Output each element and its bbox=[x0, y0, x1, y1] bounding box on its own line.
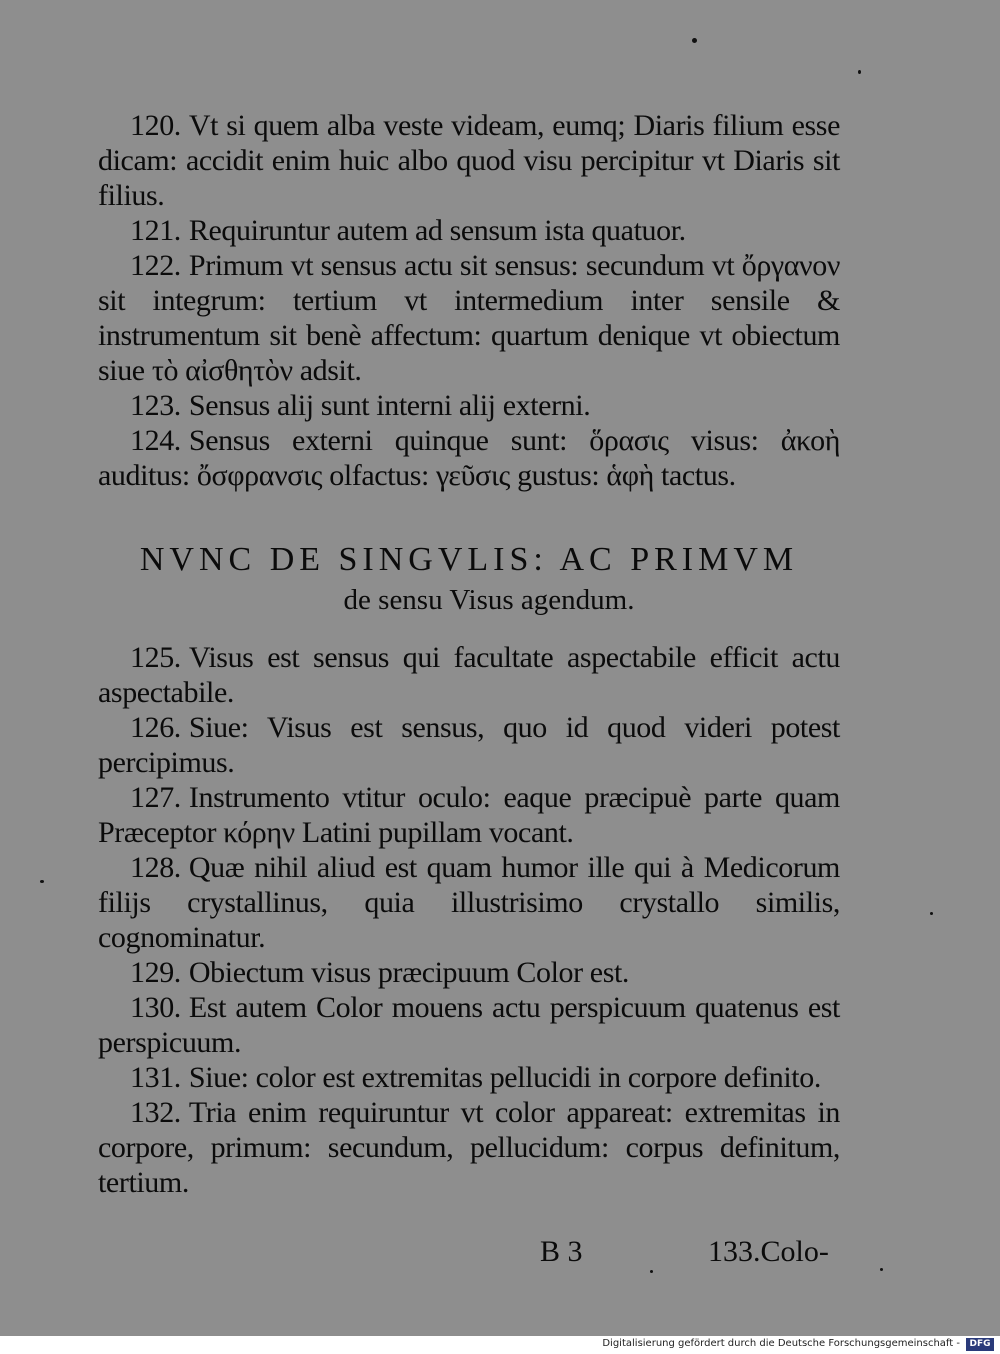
paragraph-text: Requiruntur autem ad sensum ista quatuor. bbox=[188, 214, 686, 247]
paragraph-126 bbox=[98, 710, 840, 780]
heading-line-2: de sensu Visus agendum. bbox=[343, 584, 635, 616]
paragraph-number: 129. bbox=[130, 956, 181, 989]
paragraph-text: Primum vt sensus actu sit sensus: secundum vt ὄργανον sit integrum: tertium vt intermedium inter sensile & instrumentum sit benè affectum: quartum denique vt obiectum siue τὸ αἰσθητὸν adsit. bbox=[98, 249, 840, 387]
paragraph-number: 128. bbox=[130, 851, 181, 884]
paragraph-number: 132. bbox=[130, 1096, 181, 1129]
catchword: 133.Colo- bbox=[708, 1235, 829, 1268]
paragraph-text: Siue: color est extremitas pellucidi in corpore definito. bbox=[188, 1061, 821, 1094]
paragraph-131 bbox=[98, 1060, 840, 1095]
paragraph-number: 126. bbox=[130, 711, 181, 744]
scan-speck bbox=[650, 1270, 653, 1273]
paragraph-text: Siue: Visus est sensus, quo id quod videri potest percipimus. bbox=[98, 711, 840, 779]
paragraph-text: Obiectum visus præcipuum Color est. bbox=[188, 956, 630, 989]
paragraph-129 bbox=[98, 955, 840, 990]
scan-speck bbox=[880, 1268, 883, 1271]
paragraph-number: 125. bbox=[130, 641, 181, 674]
paragraph-number: 120. bbox=[130, 109, 181, 142]
paragraph-text: Vt si quem alba veste videam, eumq; Diaris filium esse dicam: accidit enim huic albo quod visu percipitur vt Diaris sit filius. bbox=[98, 109, 840, 212]
scan-speck bbox=[40, 880, 44, 883]
paragraph-text: Quæ nihil aliud est quam humor ille qui à Medicorum filijs crystallinus, quia illustrisimo crystallo similis, cognominatur. bbox=[98, 851, 840, 954]
paragraph-121 bbox=[98, 213, 840, 248]
scan-speck bbox=[692, 38, 697, 43]
paragraph-number: 121. bbox=[130, 214, 181, 247]
text-block-lower bbox=[98, 640, 840, 1200]
paragraph-number: 124. bbox=[130, 424, 181, 457]
paragraph-number: 130. bbox=[130, 991, 181, 1024]
paragraph-text: Tria enim requiruntur vt color appareat: extremitas in corpore, primum: secundum, pellucidum: corpus definitum, tertium. bbox=[98, 1096, 840, 1199]
paragraph-124 bbox=[98, 423, 840, 493]
paragraph-122 bbox=[98, 248, 840, 388]
paragraph-123 bbox=[98, 388, 840, 423]
paragraph-128 bbox=[98, 850, 840, 955]
text-block-upper bbox=[98, 108, 840, 493]
funding-credit: Digitalisierung gefördert durch die Deutsche Forschungsgemeinschaft - bbox=[602, 1338, 960, 1349]
paragraph-text: Instrumento vtitur oculo: eaque præcipuè parte quam Præceptor κόρην Latini pupillam vocant. bbox=[98, 781, 840, 849]
paragraph-number: 131. bbox=[130, 1061, 181, 1094]
section-heading bbox=[98, 540, 840, 618]
scan-speck bbox=[858, 70, 861, 74]
dfg-logo: DFG bbox=[966, 1338, 994, 1351]
paragraph-130 bbox=[98, 990, 840, 1060]
paragraph-127 bbox=[98, 780, 840, 850]
scan-speck bbox=[930, 912, 933, 915]
paragraph-text: Sensus externi quinque sunt: ὅρασις visus: ἀκοὴ auditus: ὄσφρανσις olfactus: γεῦσις gustus: ἁφὴ tactus. bbox=[98, 424, 840, 492]
footer-bar bbox=[0, 1336, 1000, 1354]
paragraph-132 bbox=[98, 1095, 840, 1200]
paragraph-number: 123. bbox=[130, 389, 181, 422]
paragraph-text: Est autem Color mouens actu perspicuum quatenus est perspicuum. bbox=[98, 991, 840, 1059]
heading-line-1: NVNC DE SINGVLIS: AC PRIMVM bbox=[139, 541, 799, 578]
paragraph-number: 127. bbox=[130, 781, 181, 814]
signature-mark: B 3 bbox=[540, 1235, 583, 1268]
paragraph-text: Visus est sensus qui facultate aspectabile efficit actu aspectabile. bbox=[98, 641, 840, 709]
paragraph-125 bbox=[98, 640, 840, 710]
paragraph-text: Sensus alij sunt interni alij externi. bbox=[188, 389, 591, 422]
paragraph-number: 122. bbox=[130, 249, 181, 282]
paragraph-120 bbox=[98, 108, 840, 213]
